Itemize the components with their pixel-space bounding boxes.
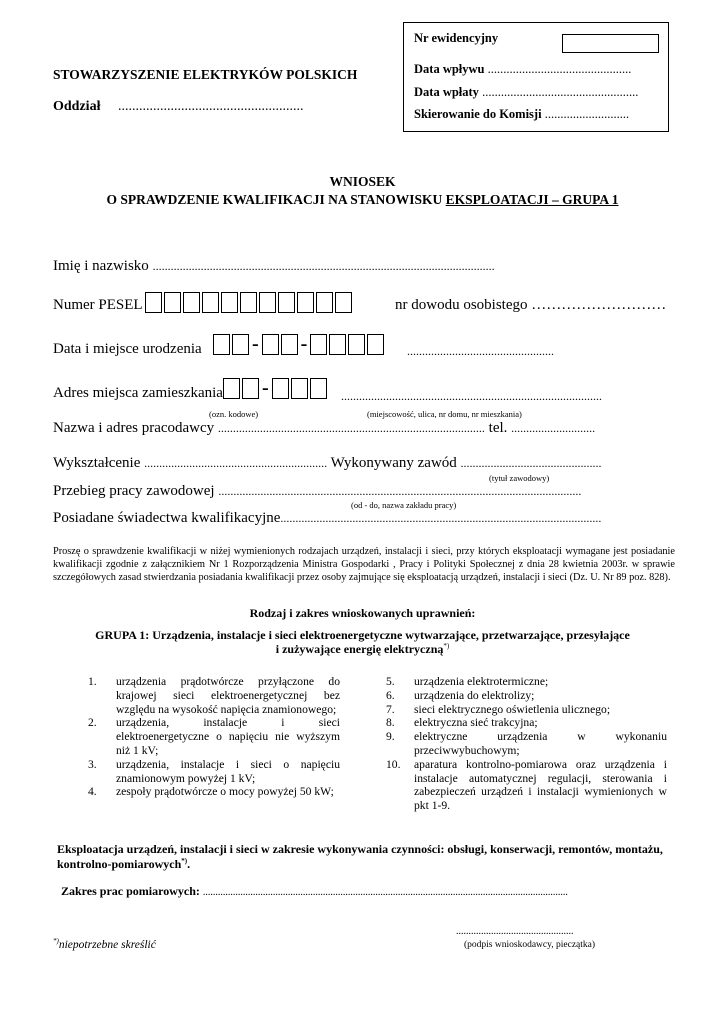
nr-ewidencyjny-field[interactable]	[562, 34, 659, 53]
subtitle-underlined: EKSPLOATACJI – GRUPA 1	[445, 192, 619, 207]
date-box[interactable]	[213, 334, 230, 355]
footnote-symbol: *)	[53, 937, 59, 945]
branch-label: Oddział	[53, 99, 101, 114]
data-wplaty-row	[414, 85, 638, 100]
organization-name: STOWARZYSZENIE ELEKTRYKÓW POLSKICH	[53, 67, 358, 82]
scope-item	[386, 675, 667, 689]
data-wplywu-row	[414, 62, 631, 77]
name-field[interactable]: ..................................................................................................................	[152, 259, 495, 273]
signature-caption: (podpis wnioskodawcy, pieczątka)	[464, 940, 596, 950]
document-title: WNIOSEK	[329, 174, 396, 189]
date-box[interactable]	[310, 334, 327, 355]
pesel-digit-box[interactable]	[335, 292, 352, 313]
date-box[interactable]	[232, 334, 249, 355]
date-box[interactable]	[281, 334, 298, 355]
scope-item-text: urządzenia do elektrolizy;	[414, 688, 535, 702]
scope-item-number: 2.	[88, 716, 97, 730]
name-row	[53, 258, 495, 275]
occupation-field[interactable]: ...............................................	[460, 456, 602, 470]
footnote-marker: *)	[181, 857, 188, 865]
id-field[interactable]: ………………………	[531, 297, 667, 313]
date-box[interactable]	[329, 334, 346, 355]
scope-item	[88, 675, 340, 716]
scope-item-text: zespoły prądotwórcze o mocy powyżej 50 kW;	[116, 785, 334, 799]
scope-item-number: 1.	[88, 675, 97, 688]
scope-item-number: 8.	[386, 716, 395, 730]
scope-item-text: sieci elektrycznego oświetlenia ulicznego;	[414, 702, 611, 716]
id-row	[395, 297, 666, 314]
address-label: Adres miejsca zamieszkania	[53, 385, 223, 401]
postal-box[interactable]	[310, 378, 327, 399]
scope-item	[386, 758, 667, 813]
employer-row	[53, 420, 595, 437]
measurements-row	[61, 884, 568, 899]
scope-item	[88, 785, 340, 799]
data-wplywu-field[interactable]: ..............................................	[487, 62, 632, 76]
scope-item-text: aparatura kontrolno-pomiarowa oraz urządzenia i instalacje automatycznej regulacji, sterowania i zabezpieczeń urządzeń i instalacji wymienionych w pkt 1-9.	[414, 757, 667, 813]
operations-line1: Eksploatacja urządzeń, instalacji i sieci w zakresie wykonywania czynności: obsługi, konserwacji, remontów, montażu,	[57, 842, 663, 856]
scope-item	[386, 730, 667, 758]
address-field[interactable]: .......................................................................................	[341, 389, 602, 403]
pesel-digit-box[interactable]	[164, 292, 181, 313]
scope-item-number: 5.	[386, 675, 395, 688]
postal-box[interactable]	[291, 378, 308, 399]
subtitle-prefix: O SPRAWDZENIE KWALIFIKACJI NA STANOWISKU	[106, 192, 446, 207]
scope-item	[386, 689, 667, 703]
tel-label: tel.	[488, 420, 508, 436]
pesel-boxes[interactable]	[145, 292, 352, 313]
scope-list-left	[88, 675, 340, 799]
skierowanie-row	[414, 107, 629, 122]
education-label: Wykształcenie	[53, 455, 141, 471]
signature-field[interactable]: ...............................................	[456, 926, 574, 937]
postal-box[interactable]	[272, 378, 289, 399]
place-caption: (miejscowość, ulica, nr domu, nr mieszkania)	[367, 409, 522, 419]
scope-heading: Rodzaj i zakres wnioskowanych uprawnień:	[249, 606, 476, 620]
date-box[interactable]	[348, 334, 365, 355]
birth-label: Data i miejsce urodzenia	[53, 341, 202, 357]
employer-field[interactable]: .........................................................................................	[217, 421, 485, 435]
certs-row	[53, 510, 601, 527]
operations-line2	[57, 857, 190, 872]
scope-item-text: urządzenia, instalacje i sieci o napięciu znamionowym powyżej 1 kV;	[116, 757, 340, 785]
office-use-box	[403, 22, 669, 132]
scope-item-number: 4.	[88, 785, 97, 799]
date-separator: -	[252, 333, 259, 355]
education-field[interactable]: .............................................................	[144, 456, 328, 470]
pesel-digit-box[interactable]	[278, 292, 295, 313]
scope-item-text: urządzenia, instalacje i sieci elektroenergetyczne o napięciu nie wyższym niż 1 kV;	[116, 716, 340, 757]
employer-label: Nazwa i adres pracodawcy	[53, 420, 215, 436]
scope-item-text: elektryczne urządzenia w wykonaniu przeciwwybuchowym;	[414, 730, 667, 757]
scope-item-text: urządzenia prądotwórcze przyłączone do krajowej sieci elektroenergetycznej bez względu na wysokość napięcia znamionowego;	[116, 675, 340, 716]
data-wplaty-label: Data wpłaty	[414, 85, 479, 99]
footnote-marker: *)	[443, 642, 450, 650]
pesel-digit-box[interactable]	[297, 292, 314, 313]
scope-item	[88, 716, 340, 757]
certs-field[interactable]: ...........................................................................................................	[280, 511, 602, 525]
id-label: nr dowodu osobistego	[395, 297, 528, 313]
postal-caption: (ozn. kodowe)	[209, 409, 259, 419]
pesel-digit-box[interactable]	[316, 292, 333, 313]
postal-box[interactable]	[223, 378, 240, 399]
request-paragraph: Proszę o sprawdzenie kwalifikacji w niżej wymienionych rodzajach urządzeń, instalacji i sieci, przy których eksploatacji wymagane jest posiadanie kwalifikacji zgodnie z załącznikiem Nr 1 Rozporządzenia Ministra Gospodarki , Pracy i Polityki Społecznej z dnia 28 kwietnia 2003r. w sprawie szczegółowych zasad stwierdzania posiadania kwalifikacji przez osoby zajmujące się eksploatacją urządzeń, instalacji i sieci (Dz. U. Nr 89 poz. 828).	[53, 546, 675, 584]
birth-date-boxes[interactable]	[213, 334, 384, 355]
education-row	[53, 455, 602, 472]
scope-item	[88, 758, 340, 786]
birth-place-field[interactable]: .................................................	[407, 344, 554, 358]
nr-ewidencyjny-label: Nr ewidencyjny	[414, 31, 499, 45]
operations-text: kontrolno-pomiarowych	[57, 857, 182, 871]
pesel-digit-box[interactable]	[259, 292, 276, 313]
date-box[interactable]	[262, 334, 279, 355]
pesel-digit-box[interactable]	[183, 292, 200, 313]
postal-code-boxes[interactable]	[223, 378, 327, 399]
group-heading-line1: GRUPA 1: Urządzenia, instalacje i sieci elektroenergetyczne wytwarzające, przetwarzające, przesyłające	[95, 628, 630, 642]
date-separator: -	[300, 333, 308, 355]
skierowanie-field[interactable]: ...........................	[544, 107, 630, 121]
career-label: Przebieg pracy zawodowej	[53, 483, 215, 499]
branch-row	[53, 99, 303, 115]
scope-item	[386, 703, 667, 717]
certs-label: Posiadane świadectwa kwalifikacyjne	[53, 510, 281, 526]
postal-box[interactable]	[242, 378, 259, 399]
scope-item-number: 3.	[88, 757, 97, 771]
pesel-digit-box[interactable]	[202, 292, 219, 313]
measurements-label: Zakres prac pomiarowych:	[61, 884, 200, 898]
postal-separator: -	[262, 377, 269, 399]
scope-item-number: 9.	[386, 730, 395, 744]
occupation-label: Wykonywany zawód	[330, 455, 457, 471]
pesel-digit-box[interactable]	[240, 292, 257, 313]
title-caption: (tytuł zawodowy)	[489, 473, 550, 483]
data-wplywu-label: Data wpływu	[414, 62, 485, 76]
document-subtitle	[0, 192, 725, 208]
footnote-text: niepotrzebne skreślić	[58, 938, 156, 951]
branch-field[interactable]: .....................................................	[117, 99, 304, 114]
footnote	[53, 937, 156, 951]
date-box[interactable]	[367, 334, 384, 355]
career-row	[53, 483, 581, 500]
operations-end: .	[187, 857, 191, 871]
pesel-digit-box[interactable]	[221, 292, 238, 313]
scope-item-number: 10.	[386, 757, 401, 771]
measurements-field[interactable]: ..................................................................................................................................................	[202, 887, 568, 898]
scope-item	[386, 716, 667, 730]
data-wplaty-field[interactable]: ..................................................	[482, 85, 639, 99]
pesel-digit-box[interactable]	[145, 292, 162, 313]
career-caption: (od - do, nazwa zakładu pracy)	[351, 500, 457, 510]
scope-list-right	[386, 675, 667, 813]
skierowanie-label: Skierowanie do Komisji	[414, 107, 542, 121]
career-field[interactable]: .........................................................................................................................	[218, 484, 582, 498]
group-heading-line2	[0, 642, 725, 657]
scope-item-text: elektryczna sieć trakcyjna;	[414, 716, 538, 730]
scope-item-number: 6.	[386, 688, 395, 702]
name-label: Imię i nazwisko	[53, 258, 149, 274]
scope-item-text: urządzenia elektrotermiczne;	[414, 675, 549, 688]
scope-item-number: 7.	[386, 702, 395, 716]
pesel-label: Numer PESEL	[53, 297, 143, 313]
group-heading-text: i zużywające energię elektryczną	[275, 642, 444, 656]
tel-field[interactable]: ............................	[511, 421, 596, 435]
